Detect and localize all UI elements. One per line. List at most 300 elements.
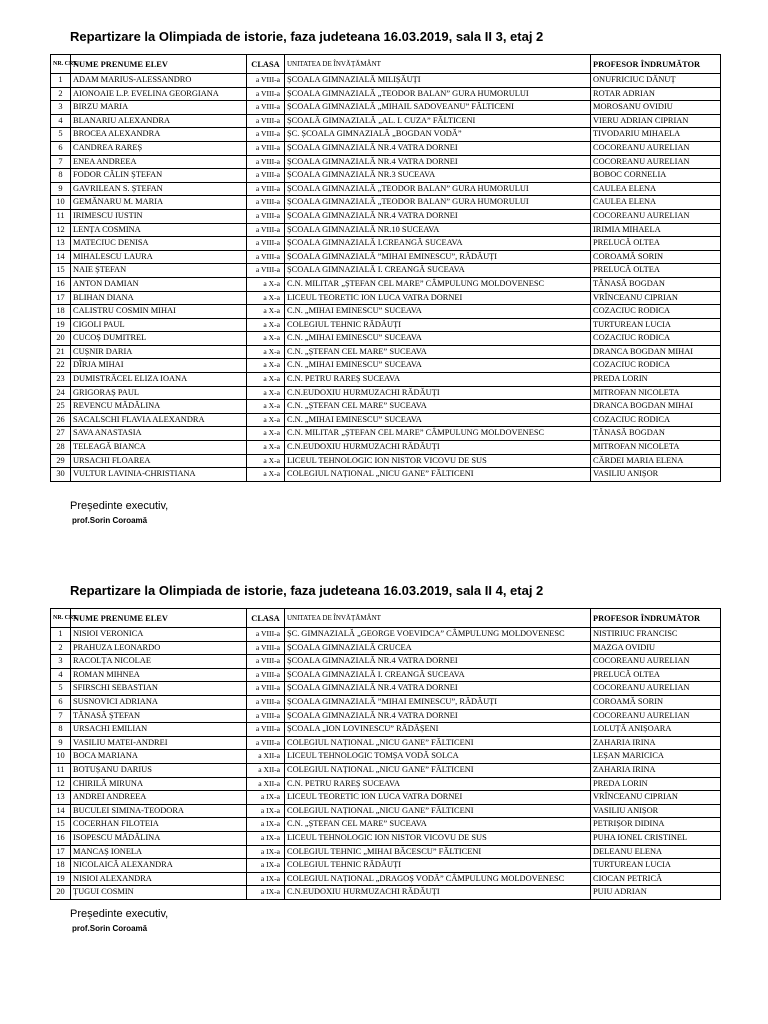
cell-profesor: COCOREANU AURELIAN — [591, 709, 721, 723]
cell-unitate: ȘCOALA GIMNAZIALĂ I. CREANGĂ SUCEAVA — [285, 264, 591, 278]
table-row — [51, 859, 721, 873]
cell-unitate: ȘCOALA GIMNAZIALĂ ”MIHAI EMINESCU”, RĂDĂUȚI — [285, 695, 591, 709]
cell-nr: 4 — [51, 668, 71, 682]
cell-clasa: a VIII-a — [247, 736, 285, 750]
cell-clasa: a VIII-a — [247, 264, 285, 278]
cell-student-name: SFIRSCHI SEBASTIAN — [71, 682, 247, 696]
cell-student-name: BLANARIU ALEXANDRA — [71, 114, 247, 128]
cell-nr: 19 — [51, 318, 71, 332]
cell-profesor: LEȘAN MARICICA — [591, 750, 721, 764]
cell-clasa: a VIII-a — [247, 237, 285, 251]
cell-profesor: IRIMIA MIHAELA — [591, 223, 721, 237]
header-nr: NR. CRT — [51, 609, 71, 628]
cell-clasa: a VIII-a — [247, 695, 285, 709]
cell-nr: 21 — [51, 345, 71, 359]
cell-unitate: ȘCOALA GIMNAZIALĂ „TEODOR BALAN” GURA HUMORULUI — [285, 87, 591, 101]
cell-clasa: a IX-a — [247, 872, 285, 886]
cell-clasa: a VIII-a — [247, 723, 285, 737]
cell-unitate: ȘCOALĂ GIMNAZIALĂ „AL. I. CUZA” FĂLTICENI — [285, 114, 591, 128]
cell-profesor: DRANCA BOGDAN MIHAI — [591, 345, 721, 359]
cell-profesor: PREDA LORIN — [591, 373, 721, 387]
cell-student-name: URSACHI EMILIAN — [71, 723, 247, 737]
cell-profesor: VRÎNCEANU CIPRIAN — [591, 291, 721, 305]
cell-unitate: C.N.EUDOXIU HURMUZACHI RĂDĂUȚI — [285, 886, 591, 900]
cell-profesor: COROAMĂ SORIN — [591, 250, 721, 264]
cell-nr: 1 — [51, 74, 71, 88]
cell-profesor: COZACIUC RODICA — [591, 332, 721, 346]
table-row — [51, 454, 721, 468]
cell-student-name: BUCULEI SIMINA-TEODORA — [71, 804, 247, 818]
cell-profesor: MOROSANU OVIDIU — [591, 101, 721, 115]
cell-unitate: LICEUL TEHNOLOGIC TOMȘA VODĂ SOLCA — [285, 750, 591, 764]
cell-student-name: GRIGORAȘ PAUL — [71, 386, 247, 400]
cell-unitate: COLEGIUL TEHNIC „MIHAI BĂCESCU” FĂLTICENI — [285, 845, 591, 859]
cell-unitate: COLEGIUL NAȚIONAL „NICU GANE” FĂLTICENI — [285, 763, 591, 777]
cell-student-name: RACOLȚA NICOLAE — [71, 655, 247, 669]
cell-student-name: MIHALESCU LAURA — [71, 250, 247, 264]
cell-clasa: a VIII-a — [247, 87, 285, 101]
cell-nr: 28 — [51, 441, 71, 455]
cell-nr: 30 — [51, 468, 71, 482]
table-row — [51, 886, 721, 900]
cell-clasa: a VIII-a — [247, 196, 285, 210]
cell-nr: 18 — [51, 859, 71, 873]
cell-profesor: VRÎNCEANU CIPRIAN — [591, 791, 721, 805]
cell-clasa: a VIII-a — [247, 141, 285, 155]
table-row — [51, 128, 721, 142]
header-nr: NR. CRT — [51, 55, 71, 74]
table-row — [51, 386, 721, 400]
cell-nr: 7 — [51, 155, 71, 169]
cell-clasa: a X-a — [247, 277, 285, 291]
cell-nr: 9 — [51, 182, 71, 196]
cell-unitate: LICEUL TEORETIC ION LUCA VATRA DORNEI — [285, 791, 591, 805]
cell-clasa: a VIII-a — [247, 155, 285, 169]
cell-student-name: CANDREA RAREȘ — [71, 141, 247, 155]
cell-clasa: a VIII-a — [247, 128, 285, 142]
cell-nr: 17 — [51, 845, 71, 859]
cell-unitate: ȘCOALA GIMNAZIALĂ NR.4 VATRA DORNEI — [285, 709, 591, 723]
cell-nr: 10 — [51, 196, 71, 210]
cell-profesor: PRELUCĂ OLTEA — [591, 264, 721, 278]
table-row — [51, 709, 721, 723]
table-row — [51, 87, 721, 101]
cell-unitate: C.N. PETRU RAREȘ SUCEAVA — [285, 373, 591, 387]
table-row — [51, 441, 721, 455]
cell-clasa: a VIII-a — [247, 182, 285, 196]
cell-nr: 14 — [51, 804, 71, 818]
students-table — [50, 54, 721, 482]
cell-student-name: DÎRJA MIHAI — [71, 359, 247, 373]
cell-student-name: ANTON DAMIAN — [71, 277, 247, 291]
signature-role: Președinte executiv, — [70, 500, 169, 512]
cell-nr: 18 — [51, 305, 71, 319]
table-row — [51, 373, 721, 387]
cell-clasa: a VIII-a — [247, 101, 285, 115]
cell-unitate: ȘCOALA GIMNAZIALĂ I. CREANGĂ SUCEAVA — [285, 668, 591, 682]
header-profesor: PROFESOR ÎNDRUMĂTOR — [591, 55, 721, 74]
cell-clasa: a VIII-a — [247, 655, 285, 669]
cell-clasa: a VIII-a — [247, 74, 285, 88]
cell-nr: 8 — [51, 169, 71, 183]
table-row — [51, 831, 721, 845]
table-row — [51, 155, 721, 169]
cell-profesor: COROAMĂ SORIN — [591, 695, 721, 709]
cell-nr: 15 — [51, 264, 71, 278]
cell-nr: 24 — [51, 386, 71, 400]
table-row — [51, 777, 721, 791]
cell-student-name: CUȘNIR DARIA — [71, 345, 247, 359]
cell-student-name: ȚUGUI COSMIN — [71, 886, 247, 900]
header-clasa: CLASA — [247, 609, 285, 628]
cell-unitate: ȘCOALA GIMNAZIALĂ MILIȘĂUȚI — [285, 74, 591, 88]
cell-nr: 10 — [51, 750, 71, 764]
cell-profesor: PETRIȘOR DIDINA — [591, 818, 721, 832]
cell-clasa: a X-a — [247, 373, 285, 387]
cell-unitate: ȘCOALA GIMNAZIALĂ „MIHAIL SADOVEANU” FĂLTICENI — [285, 101, 591, 115]
header-clasa: CLASA — [247, 55, 285, 74]
cell-student-name: CIGOLI PAUL — [71, 318, 247, 332]
cell-clasa: a X-a — [247, 427, 285, 441]
cell-clasa: a X-a — [247, 441, 285, 455]
cell-clasa: a IX-a — [247, 886, 285, 900]
cell-clasa: a X-a — [247, 318, 285, 332]
cell-nr: 26 — [51, 413, 71, 427]
section-room-ii4 — [50, 580, 720, 900]
table-row — [51, 74, 721, 88]
cell-nr: 1 — [51, 628, 71, 642]
cell-profesor: ZAHARIA IRINA — [591, 736, 721, 750]
cell-nr: 6 — [51, 695, 71, 709]
cell-profesor: TĂNASĂ BOGDAN — [591, 277, 721, 291]
table-row — [51, 413, 721, 427]
cell-unitate: LICEUL TEORETIC ION LUCA VATRA DORNEI — [285, 291, 591, 305]
cell-nr: 3 — [51, 655, 71, 669]
cell-unitate: ȘCOALA GIMNAZIALĂ NR.4 VATRA DORNEI — [285, 155, 591, 169]
table-row — [51, 305, 721, 319]
cell-nr: 11 — [51, 209, 71, 223]
header-name: NUME PRENUME ELEV — [71, 55, 247, 74]
cell-profesor: COZACIUC RODICA — [591, 305, 721, 319]
cell-profesor: NISTIRIUC FRANCISC — [591, 628, 721, 642]
cell-profesor: ZAHARIA IRINA — [591, 763, 721, 777]
cell-student-name: LENȚA COSMINA — [71, 223, 247, 237]
table-row — [51, 641, 721, 655]
cell-profesor: TURTUREAN LUCIA — [591, 859, 721, 873]
cell-student-name: URSACHI FLOAREA — [71, 454, 247, 468]
cell-student-name: GAVRILEAN S. ȘTEFAN — [71, 182, 247, 196]
cell-nr: 19 — [51, 872, 71, 886]
cell-profesor: COCOREANU AURELIAN — [591, 155, 721, 169]
cell-student-name: SACALSCHI FLAVIA ALEXANDRA — [71, 413, 247, 427]
cell-nr: 2 — [51, 641, 71, 655]
header-unitate: UNITATEA DE ÎNVĂȚĂMÂNT — [285, 609, 591, 628]
cell-profesor: VASILIU ANIȘOR — [591, 804, 721, 818]
table-row — [51, 872, 721, 886]
cell-profesor: VASILIU ANIȘOR — [591, 468, 721, 482]
cell-profesor: CĂRDEI MARIA ELENA — [591, 454, 721, 468]
cell-clasa: a VIII-a — [247, 628, 285, 642]
cell-nr: 12 — [51, 777, 71, 791]
cell-nr: 5 — [51, 682, 71, 696]
cell-clasa: a VIII-a — [247, 114, 285, 128]
table-row — [51, 345, 721, 359]
cell-clasa: a IX-a — [247, 804, 285, 818]
cell-profesor: CAULEA ELENA — [591, 196, 721, 210]
cell-clasa: a X-a — [247, 386, 285, 400]
table-row — [51, 169, 721, 183]
header-unitate: UNITATEA DE ÎNVĂȚĂMÂNT — [285, 55, 591, 74]
cell-nr: 13 — [51, 791, 71, 805]
cell-student-name: ADAM MARIUS-ALESSANDRO — [71, 74, 247, 88]
cell-clasa: a XII-a — [247, 763, 285, 777]
cell-profesor: ROTAR ADRIAN — [591, 87, 721, 101]
cell-nr: 11 — [51, 763, 71, 777]
cell-student-name: BOCA MARIANA — [71, 750, 247, 764]
cell-student-name: MANCAȘ IONELA — [71, 845, 247, 859]
cell-clasa: a IX-a — [247, 791, 285, 805]
cell-clasa: a VIII-a — [247, 223, 285, 237]
table-row — [51, 655, 721, 669]
cell-unitate: COLEGIUL TEHNIC RĂDĂUȚI — [285, 859, 591, 873]
cell-nr: 25 — [51, 400, 71, 414]
cell-student-name: NISIOI VERONICA — [71, 628, 247, 642]
cell-nr: 16 — [51, 277, 71, 291]
cell-nr: 12 — [51, 223, 71, 237]
cell-unitate: LICEUL TEHNOLOGIC ION NISTOR VICOVU DE SUS — [285, 831, 591, 845]
students-table — [50, 608, 721, 900]
cell-student-name: SAVA ANASTASIA — [71, 427, 247, 441]
cell-clasa: a XII-a — [247, 750, 285, 764]
table-row — [51, 695, 721, 709]
table-row — [51, 845, 721, 859]
cell-unitate: C.N. „MIHAI EMINESCU” SUCEAVA — [285, 359, 591, 373]
cell-student-name: CHIRILĂ MIRUNA — [71, 777, 247, 791]
cell-unitate: C.N. PETRU RAREȘ SUCEAVA — [285, 777, 591, 791]
table-row — [51, 101, 721, 115]
cell-nr: 14 — [51, 250, 71, 264]
table-row — [51, 277, 721, 291]
table-row — [51, 182, 721, 196]
cell-student-name: SUSNOVICI ADRIANA — [71, 695, 247, 709]
cell-clasa: a IX-a — [247, 859, 285, 873]
cell-unitate: C.N.EUDOXIU HURMUZACHI RĂDĂUȚI — [285, 441, 591, 455]
cell-profesor: PUIU ADRIAN — [591, 886, 721, 900]
cell-clasa: a X-a — [247, 454, 285, 468]
cell-unitate: C.N. „ȘTEFAN CEL MARE” SUCEAVA — [285, 345, 591, 359]
cell-unitate: ȘCOALA GIMNAZIALĂ NR.10 SUCEAVA — [285, 223, 591, 237]
cell-profesor: TIVODARIU MIHAELA — [591, 128, 721, 142]
table-row — [51, 736, 721, 750]
cell-unitate: ȘCOALA GIMNAZIALĂ NR.4 VATRA DORNEI — [285, 655, 591, 669]
cell-profesor: COCOREANU AURELIAN — [591, 682, 721, 696]
cell-nr: 13 — [51, 237, 71, 251]
cell-clasa: a VIII-a — [247, 709, 285, 723]
cell-student-name: CALISTRU COSMIN MIHAI — [71, 305, 247, 319]
cell-clasa: a X-a — [247, 468, 285, 482]
table-row — [51, 750, 721, 764]
table-row — [51, 763, 721, 777]
cell-unitate: C.N. „ȘTEFAN CEL MARE” SUCEAVA — [285, 818, 591, 832]
cell-profesor: PRELUCĂ OLTEA — [591, 668, 721, 682]
table-header-row — [51, 609, 721, 628]
cell-nr: 16 — [51, 831, 71, 845]
table-row — [51, 318, 721, 332]
cell-unitate: ȘCOALA GIMNAZIALĂ „TEODOR BALAN” GURA HUMORULUI — [285, 182, 591, 196]
cell-student-name: BROCEA ALEXANDRA — [71, 128, 247, 142]
section-room-ii3 — [50, 26, 720, 482]
cell-student-name: NISIOI ALEXANDRA — [71, 872, 247, 886]
cell-nr: 23 — [51, 373, 71, 387]
cell-profesor: TURTUREAN LUCIA — [591, 318, 721, 332]
signature-name: prof.Sorin Coroamă — [72, 924, 148, 933]
table-row — [51, 264, 721, 278]
cell-nr: 17 — [51, 291, 71, 305]
cell-nr: 8 — [51, 723, 71, 737]
cell-profesor: BOBOC CORNELIA — [591, 169, 721, 183]
table-row — [51, 196, 721, 210]
cell-clasa: a VIII-a — [247, 250, 285, 264]
cell-profesor: PRELUCĂ OLTEA — [591, 237, 721, 251]
cell-clasa: a X-a — [247, 332, 285, 346]
cell-clasa: a X-a — [247, 359, 285, 373]
table-row — [51, 237, 721, 251]
table-row — [51, 209, 721, 223]
table-row — [51, 804, 721, 818]
cell-nr: 3 — [51, 101, 71, 115]
cell-nr: 27 — [51, 427, 71, 441]
cell-clasa: a XII-a — [247, 777, 285, 791]
cell-student-name: AIONOAIE L.P. EVELINA GEORGIANA — [71, 87, 247, 101]
cell-unitate: COLEGIUL NAȚIONAL „NICU GANE” FĂLTICENI — [285, 804, 591, 818]
cell-profesor: LOLUȚĂ ANIȘOARA — [591, 723, 721, 737]
cell-profesor: COCOREANU AURELIAN — [591, 141, 721, 155]
table-row — [51, 141, 721, 155]
cell-profesor: MITROFAN NICOLETA — [591, 386, 721, 400]
table-row — [51, 332, 721, 346]
table-row — [51, 114, 721, 128]
signature-block — [70, 908, 168, 933]
cell-unitate: ȘCOALA GIMNAZIALĂ NR.4 VATRA DORNEI — [285, 141, 591, 155]
cell-profesor: TĂNASĂ BOGDAN — [591, 427, 721, 441]
cell-nr: 22 — [51, 359, 71, 373]
cell-clasa: a VIII-a — [247, 209, 285, 223]
section-title: Repartizare la Olimpiada de istorie, faza judeteana 16.03.2019, sala II 3, etaj 2 — [70, 29, 544, 44]
cell-clasa: a VIII-a — [247, 641, 285, 655]
cell-profesor: COZACIUC RODICA — [591, 359, 721, 373]
table-row — [51, 682, 721, 696]
cell-unitate: COLEGIUL NAȚIONAL „NICU GANE” FĂLTICENI — [285, 736, 591, 750]
cell-unitate: C.N. „MIHAI EMINESCU” SUCEAVA — [285, 413, 591, 427]
cell-student-name: CUCOȘ DUMITREL — [71, 332, 247, 346]
cell-nr: 20 — [51, 332, 71, 346]
cell-unitate: ȘCOALA GIMNAZIALĂ I.CREANGĂ SUCEAVA — [285, 237, 591, 251]
cell-profesor: VIERU ADRIAN CIPRIAN — [591, 114, 721, 128]
cell-clasa: a VIII-a — [247, 682, 285, 696]
cell-student-name: COCERHAN FILOTEIA — [71, 818, 247, 832]
table-header-row — [51, 55, 721, 74]
cell-student-name: DUMISTRĂCEL ELIZA IOANA — [71, 373, 247, 387]
header-profesor: PROFESOR ÎNDRUMĂTOR — [591, 609, 721, 628]
cell-student-name: VASILIU MATEI-ANDREI — [71, 736, 247, 750]
cell-student-name: BLIHAN DIANA — [71, 291, 247, 305]
signature-role: Președinte executiv, — [70, 908, 169, 920]
cell-profesor: COZACIUC RODICA — [591, 413, 721, 427]
cell-unitate: ȘCOALA GIMNAZIALĂ NR.3 SUCEAVA — [285, 169, 591, 183]
cell-unitate: C.N. MILITAR „ȘTEFAN CEL MARE” CÂMPULUNG MOLDOVENESC — [285, 277, 591, 291]
table-row — [51, 628, 721, 642]
cell-clasa: a X-a — [247, 413, 285, 427]
cell-clasa: a IX-a — [247, 831, 285, 845]
cell-student-name: BIRZU MARIA — [71, 101, 247, 115]
cell-profesor: PREDA LORIN — [591, 777, 721, 791]
table-row — [51, 668, 721, 682]
cell-nr: 7 — [51, 709, 71, 723]
cell-student-name: PRAHUZA LEONARDO — [71, 641, 247, 655]
header-name: NUME PRENUME ELEV — [71, 609, 247, 628]
cell-unitate: ȘCOALA GIMNAZIALĂ NR.4 VATRA DORNEI — [285, 682, 591, 696]
cell-nr: 20 — [51, 886, 71, 900]
cell-clasa: a X-a — [247, 400, 285, 414]
cell-profesor: COCOREANU AURELIAN — [591, 209, 721, 223]
cell-clasa: a X-a — [247, 291, 285, 305]
cell-nr: 6 — [51, 141, 71, 155]
cell-nr: 5 — [51, 128, 71, 142]
cell-nr: 4 — [51, 114, 71, 128]
cell-clasa: a VIII-a — [247, 169, 285, 183]
cell-nr: 9 — [51, 736, 71, 750]
cell-student-name: ANDREI ANDREEA — [71, 791, 247, 805]
cell-clasa: a X-a — [247, 305, 285, 319]
cell-nr: 15 — [51, 818, 71, 832]
cell-student-name: TELEAGĂ BIANCA — [71, 441, 247, 455]
cell-clasa: a IX-a — [247, 818, 285, 832]
cell-student-name: MATECIUC DENISA — [71, 237, 247, 251]
cell-profesor: MITROFAN NICOLETA — [591, 441, 721, 455]
cell-profesor: PUHA IONEL CRISTINEL — [591, 831, 721, 845]
table-row — [51, 250, 721, 264]
cell-unitate: LICEUL TEHNOLOGIC ION NISTOR VICOVU DE SUS — [285, 454, 591, 468]
cell-unitate: ȘCOALA „ION LOVINESCU” RĂDĂȘENI — [285, 723, 591, 737]
table-row — [51, 427, 721, 441]
cell-student-name: NICOLAICĂ ALEXANDRA — [71, 859, 247, 873]
cell-nr: 2 — [51, 87, 71, 101]
table-row — [51, 223, 721, 237]
cell-student-name: REVENCU MĂDĂLINA — [71, 400, 247, 414]
cell-unitate: ȘC. ȘCOALA GIMNAZIALĂ „BOGDAN VODĂ” — [285, 128, 591, 142]
cell-student-name: NAIE ȘTEFAN — [71, 264, 247, 278]
cell-profesor: ONUFRICIUC DĂNUȚ — [591, 74, 721, 88]
cell-clasa: a IX-a — [247, 845, 285, 859]
cell-unitate: COLEGIUL TEHNIC RĂDĂUȚI — [285, 318, 591, 332]
table-row — [51, 291, 721, 305]
cell-profesor: COCOREANU AURELIAN — [591, 655, 721, 669]
cell-unitate: ȘCOALA GIMNAZIALĂ CRUCEA — [285, 641, 591, 655]
cell-unitate: ȘCOALA GIMNAZIALĂ „TEODOR BALAN” GURA HUMORULUI — [285, 196, 591, 210]
table-row — [51, 359, 721, 373]
signature-name: prof.Sorin Coroamă — [72, 516, 148, 525]
cell-unitate: C.N. „MIHAI EMINESCU” SUCEAVA — [285, 332, 591, 346]
cell-unitate: ȘCOALA GIMNAZIALĂ ”MIHAI EMINESCU”, RĂDĂUȚI — [285, 250, 591, 264]
cell-unitate: COLEGIUL NAȚIONAL „NICU GANE” FĂLTICENI — [285, 468, 591, 482]
cell-profesor: CIOCAN PETRICĂ — [591, 872, 721, 886]
cell-student-name: BOTUȘANU DARIUS — [71, 763, 247, 777]
cell-unitate: C.N. MILITAR „ȘTEFAN CEL MARE” CÂMPULUNG MOLDOVENESC — [285, 427, 591, 441]
cell-student-name: IRIMESCU IUSTIN — [71, 209, 247, 223]
cell-clasa: a X-a — [247, 345, 285, 359]
table-row — [51, 791, 721, 805]
cell-unitate: ȘC. GIMNAZIALĂ „GEORGE VOEVIDCA” CÂMPULUNG MOLDOVENESC — [285, 628, 591, 642]
